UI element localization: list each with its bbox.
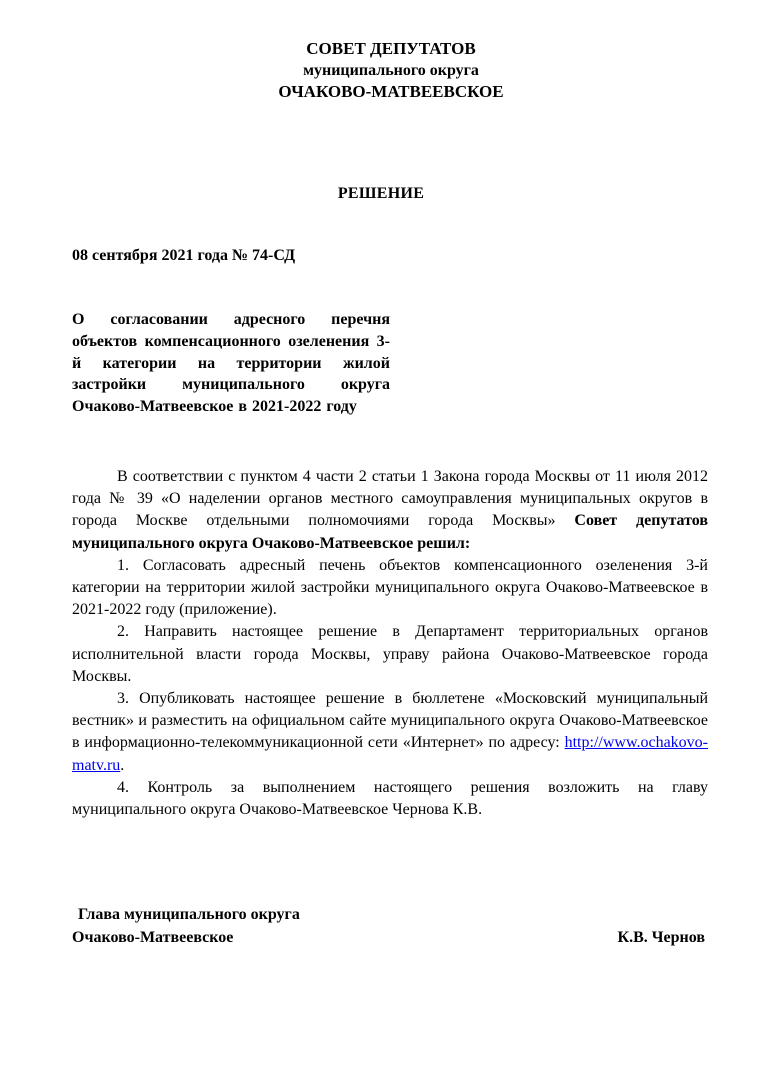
item-3-text: 3. Опубликовать настоящее решение в бюллетене «Московский муниципальный вестник» и разместить на официальном сайте муниципального округа Очаково-Матвеевское в информационно-телекоммуникационной сети «Интернет» по адресу: [72, 690, 708, 752]
preamble-text: В соответствии с пунктом 4 части 2 статьи 1 Закона города Москвы от 11 июля 2012 года № 39 «О наделении органов местного самоуправления муниципальных округов в города Москве отдельными полномочиями города Москвы» [72, 468, 708, 530]
item-3 [72, 688, 708, 777]
document-title: РЕШЕНИЕ [337, 185, 425, 202]
item-1: 1. Согласовать адресный печень объектов компенсационного озеленения 3-й категории на территории жилой застройки муниципального округа Очаково-Матвеевское в 2021-2022 году (приложение). [72, 556, 708, 619]
council-title: СОВЕТ ДЕПУТАТОВ [306, 39, 476, 58]
preamble-paragraph [72, 466, 708, 555]
district-name: ОЧАКОВО-МАТВЕЕВСКОЕ [278, 82, 504, 101]
item-2: 2. Направить настоящее решение в Департамент территориальных органов исполнительной власти города Москвы, управу района Очаково-Матвеевское города Москвы. [72, 623, 708, 685]
signatory-position-line1: Глава муниципального округа [78, 906, 300, 923]
preamble-resolution: Совет депутатов муниципального округа Очаково-Матвеевское решил: [72, 512, 709, 552]
signatory-position-line2: Очаково-Матвеевское [72, 929, 234, 946]
decision-subject: О согласовании адресного перечня объектов компенсационного озеленения 3-й категории на территории жилой застройки муниципального округа Очаково-Матвеевское в 2021-2022 году [72, 311, 390, 416]
council-subtitle: муниципального округа [303, 62, 479, 79]
decision-date-number: 08 сентября 2021 года № 74-СД [72, 247, 296, 264]
website-link[interactable]: http://www.ochakovo-matv.ru [72, 734, 708, 774]
signatory-name: К.В. Чернов [617, 929, 705, 946]
decision-body [72, 466, 708, 821]
item-3-end: . [120, 756, 125, 774]
item-4: 4. Контроль за выполнением настоящего решения возложить на главу муниципального округа Очаково-Матвеевское Чернова К.В. [72, 778, 708, 819]
